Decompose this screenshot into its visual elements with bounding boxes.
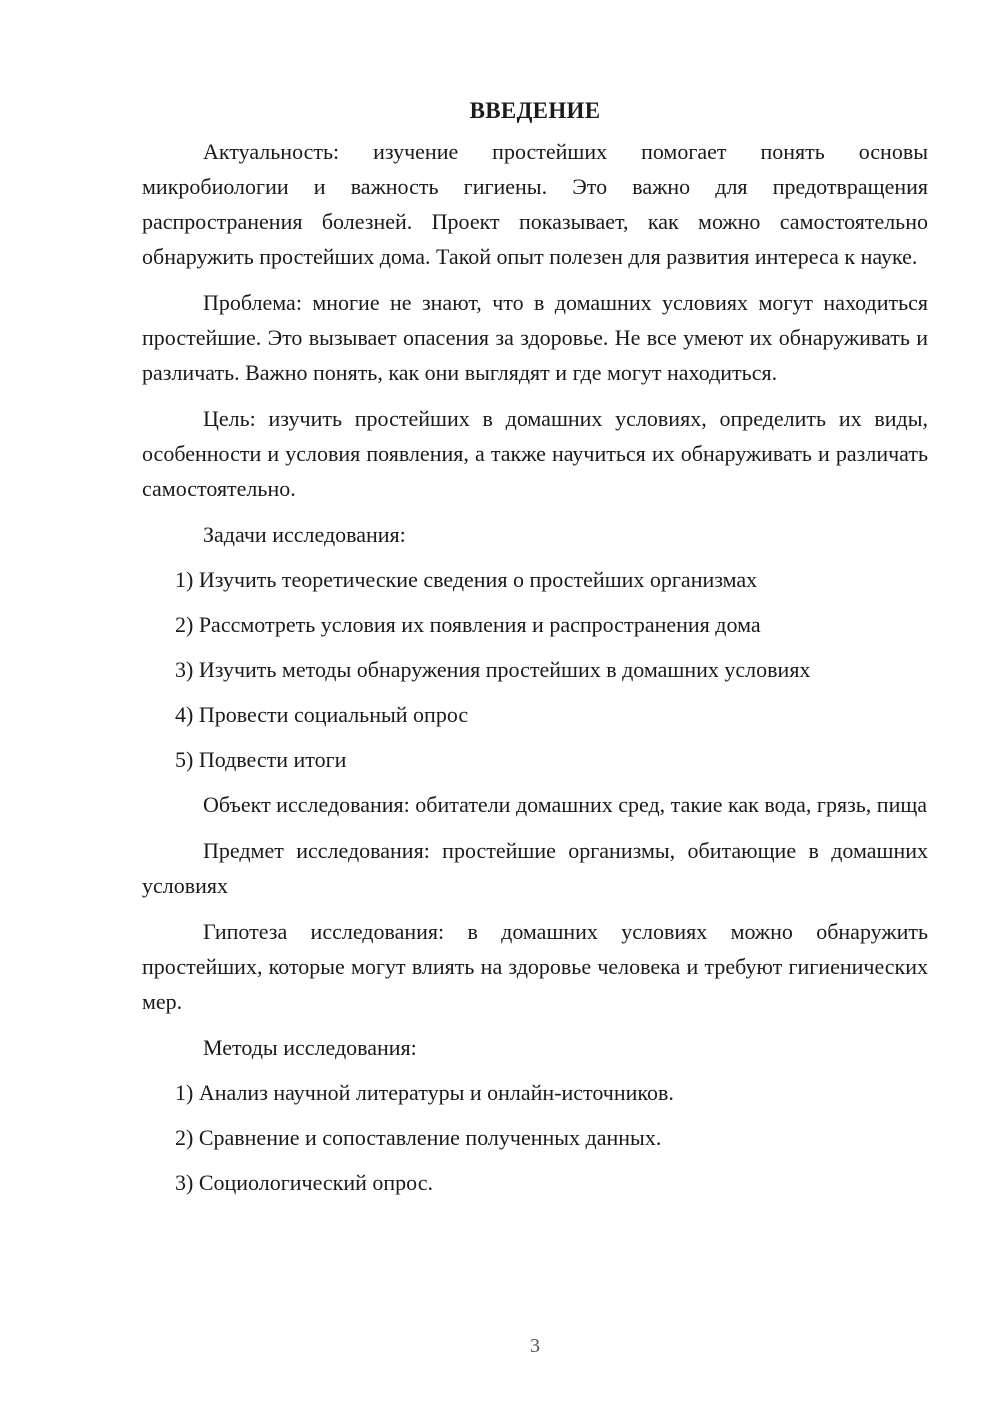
- tasks-heading: Задачи исследования:: [203, 522, 406, 547]
- problem-paragraph: Проблема: многие не знают, что в домашних условиях могут находиться простейшие. Это вызывает опасения за здоровье. Не все умеют их обнаруживать и различать. Важно понять, как они выглядят и где могут находиться.: [142, 290, 928, 385]
- list-item: 2) Рассмотреть условия их появления и распространения дома: [175, 612, 761, 637]
- tasks-list: [142, 562, 928, 777]
- relevance-paragraph: Актуальность: изучение простейших помогает понять основы микробиологии и важность гигиены. Это важно для предотвращения распространения болезней. Проект показывает, как можно самостоятельно обнаружить простейших дома. Такой опыт полезен для развития интереса к науке.: [142, 139, 928, 269]
- hypothesis-paragraph: Гипотеза исследования: в домашних условиях можно обнаружить простейших, которые могут влиять на здоровье человека и требуют гигиенических мер.: [142, 919, 928, 1014]
- list-item: 1) Анализ научной литературы и онлайн-источников.: [175, 1080, 674, 1105]
- subject-paragraph: Предмет исследования: простейшие организмы, обитающие в домашних условиях: [142, 838, 928, 898]
- document-page: [142, 96, 928, 1210]
- page-title: ВВЕДЕНИЕ: [469, 98, 601, 123]
- page-number: 3: [530, 1335, 540, 1357]
- list-item: 1) Изучить теоретические сведения о простейших организмах: [175, 567, 758, 592]
- goal-paragraph: Цель: изучить простейших в домашних условиях, определить их виды, особенности и условия появления, а также научиться их обнаруживать и различать самостоятельно.: [142, 406, 928, 501]
- methods-heading: Методы исследования:: [203, 1035, 417, 1060]
- list-item: 2) Сравнение и сопоставление полученных данных.: [175, 1125, 662, 1150]
- methods-list: [142, 1075, 928, 1200]
- list-item: 4) Провести социальный опрос: [175, 702, 469, 727]
- list-item: 3) Изучить методы обнаружения простейших в домашних условиях: [175, 657, 811, 682]
- object-paragraph: Объект исследования: обитатели домашних сред, такие как вода, грязь, пища: [203, 792, 928, 817]
- list-item: 3) Социологический опрос.: [175, 1170, 433, 1195]
- list-item: 5) Подвести итоги: [175, 747, 347, 772]
